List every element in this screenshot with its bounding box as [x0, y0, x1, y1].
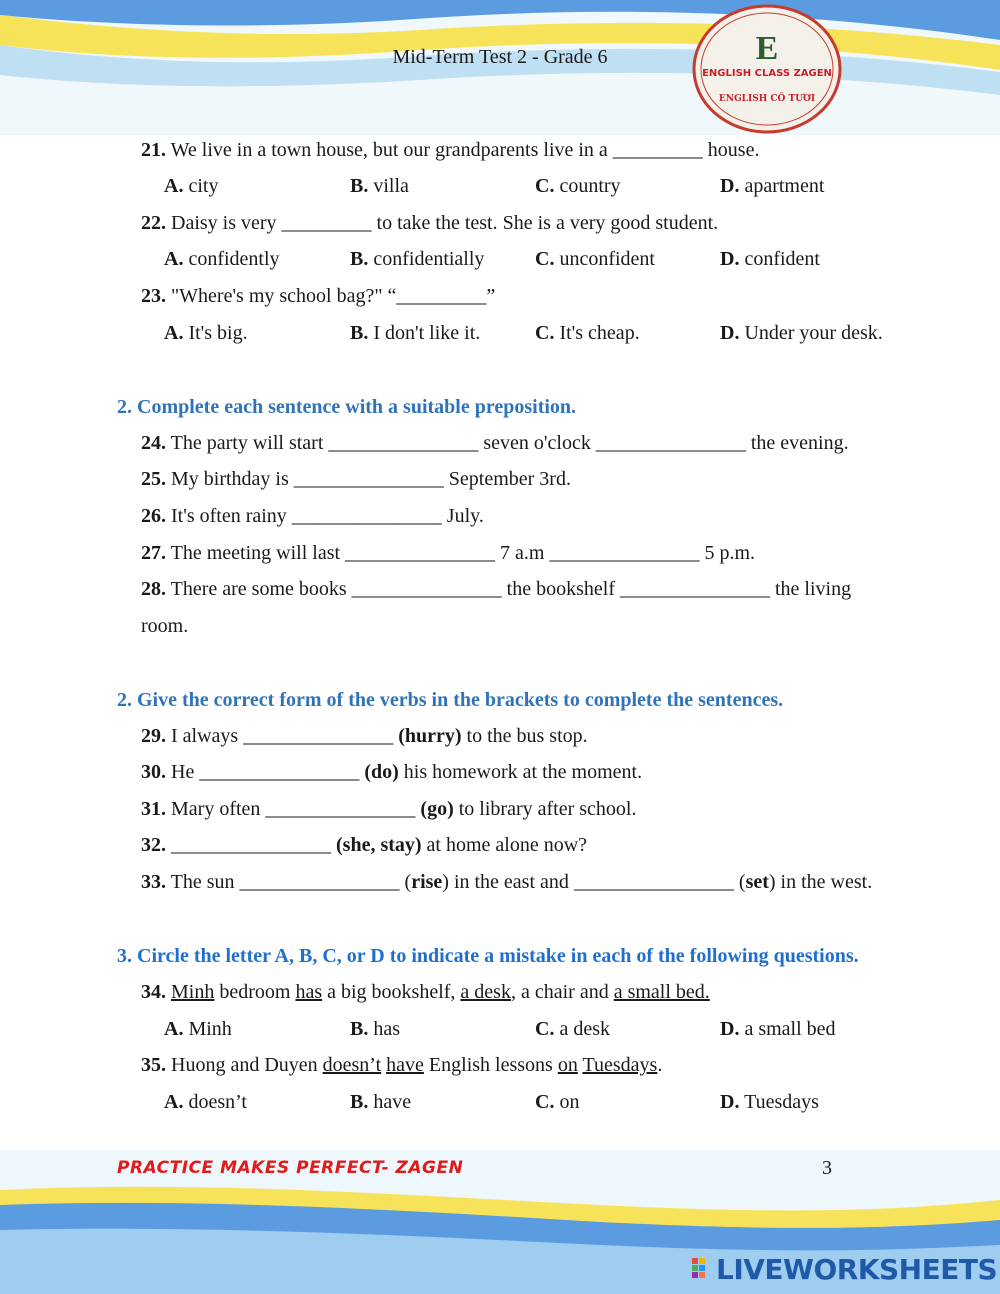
- footer-motto: PRACTICE MAKES PERFECT- ZAGEN: [117, 1158, 464, 1178]
- liveworksheets-logo-icon: [692, 1258, 714, 1282]
- section-heading-mistakes: 3. Circle the letter A, B, C, or D to indicate a mistake in each of the following questions.: [117, 945, 859, 967]
- question-29: 29. I always _______________ (hurry) to the bus stop.: [141, 725, 588, 747]
- q34-option-a[interactable]: A. Minh: [164, 1018, 232, 1040]
- question-23: [141, 283, 495, 309]
- logo-letter: E: [755, 30, 779, 67]
- question-number: 23.: [141, 285, 166, 307]
- question-34: 34. Minh bedroom has a big bookshelf, a desk, a chair and a small bed.: [141, 981, 710, 1003]
- q21-option-d[interactable]: D. apartment: [720, 175, 825, 197]
- question-32: 32. ________________ (she, stay) at home alone now?: [141, 834, 588, 856]
- question-28-continued: room.: [141, 615, 189, 637]
- question-28: 28. There are some books _______________ the bookshelf _______________ the living: [141, 578, 852, 600]
- logo-line2: ENGLISH CÔ TƯƠI: [718, 94, 816, 104]
- liveworksheets-brand[interactable]: LIVEWORKSHEETS: [716, 1253, 998, 1286]
- q22-option-a[interactable]: A. confidently: [164, 248, 280, 270]
- q22-option-c[interactable]: C. unconfident: [535, 248, 655, 270]
- q21-option-b[interactable]: B. villa: [350, 175, 409, 197]
- question-number: 21.: [141, 139, 166, 161]
- question-35: 35. Huong and Duyen doesn’t have English lessons on Tuesdays.: [141, 1054, 663, 1076]
- q23-option-b[interactable]: B. I don't like it.: [350, 322, 481, 344]
- logo-line1: ENGLISH CLASS ZAGEN: [702, 68, 832, 79]
- q35-option-d[interactable]: D. Tuesdays: [720, 1091, 819, 1113]
- question-30: 30. He ________________ (do) his homework at the moment.: [141, 761, 643, 783]
- question-33: 33. The sun ________________ (rise) in the east and ________________ (set) in the west.: [141, 871, 873, 893]
- q34-option-b[interactable]: B. has: [350, 1018, 401, 1040]
- page-number: 3: [822, 1157, 832, 1179]
- q23-option-a[interactable]: A. It's big.: [164, 322, 248, 344]
- q34-option-d[interactable]: D. a small bed: [720, 1018, 836, 1040]
- question-27: 27. The meeting will last _______________ 7 a.m _______________ 5 p.m.: [141, 542, 756, 564]
- section-heading-verbs: 2. Give the correct form of the verbs in the brackets to complete the sentences.: [117, 689, 784, 711]
- question-text: Daisy is very _________ to take the test. She is a very good student.: [171, 212, 719, 234]
- question-31: 31. Mary often _______________ (go) to library after school.: [141, 798, 637, 820]
- q21-option-c[interactable]: C. country: [535, 175, 621, 197]
- question-22: [141, 210, 718, 236]
- q23-option-c[interactable]: C. It's cheap.: [535, 322, 640, 344]
- question-24: 24. The party will start _______________ seven o'clock _______________ the evening.: [141, 432, 849, 454]
- q21-option-a[interactable]: A. city: [164, 175, 219, 197]
- q34-option-c[interactable]: C. a desk: [535, 1018, 610, 1040]
- question-text: We live in a town house, but our grandparents live in a _________ house.: [170, 139, 760, 161]
- question-number: 22.: [141, 212, 166, 234]
- q35-option-c[interactable]: C. on: [535, 1091, 580, 1113]
- question-text: "Where's my school bag?" “_________”: [171, 285, 496, 307]
- question-26: 26. It's often rainy _______________ July.: [141, 505, 484, 527]
- q22-option-d[interactable]: D. confident: [720, 248, 820, 270]
- q35-option-b[interactable]: B. have: [350, 1091, 412, 1113]
- question-21: [141, 137, 759, 163]
- test-title: Mid-Term Test 2 - Grade 6: [392, 46, 608, 68]
- q22-option-b[interactable]: B. confidentially: [350, 248, 485, 270]
- q23-option-d[interactable]: D. Under your desk.: [720, 322, 883, 344]
- question-25: 25. My birthday is _______________ September 3rd.: [141, 468, 571, 490]
- q35-option-a[interactable]: A. doesn’t: [164, 1091, 247, 1113]
- section-heading-prepositions: 2. Complete each sentence with a suitable preposition.: [117, 396, 577, 418]
- school-logo: [692, 4, 842, 134]
